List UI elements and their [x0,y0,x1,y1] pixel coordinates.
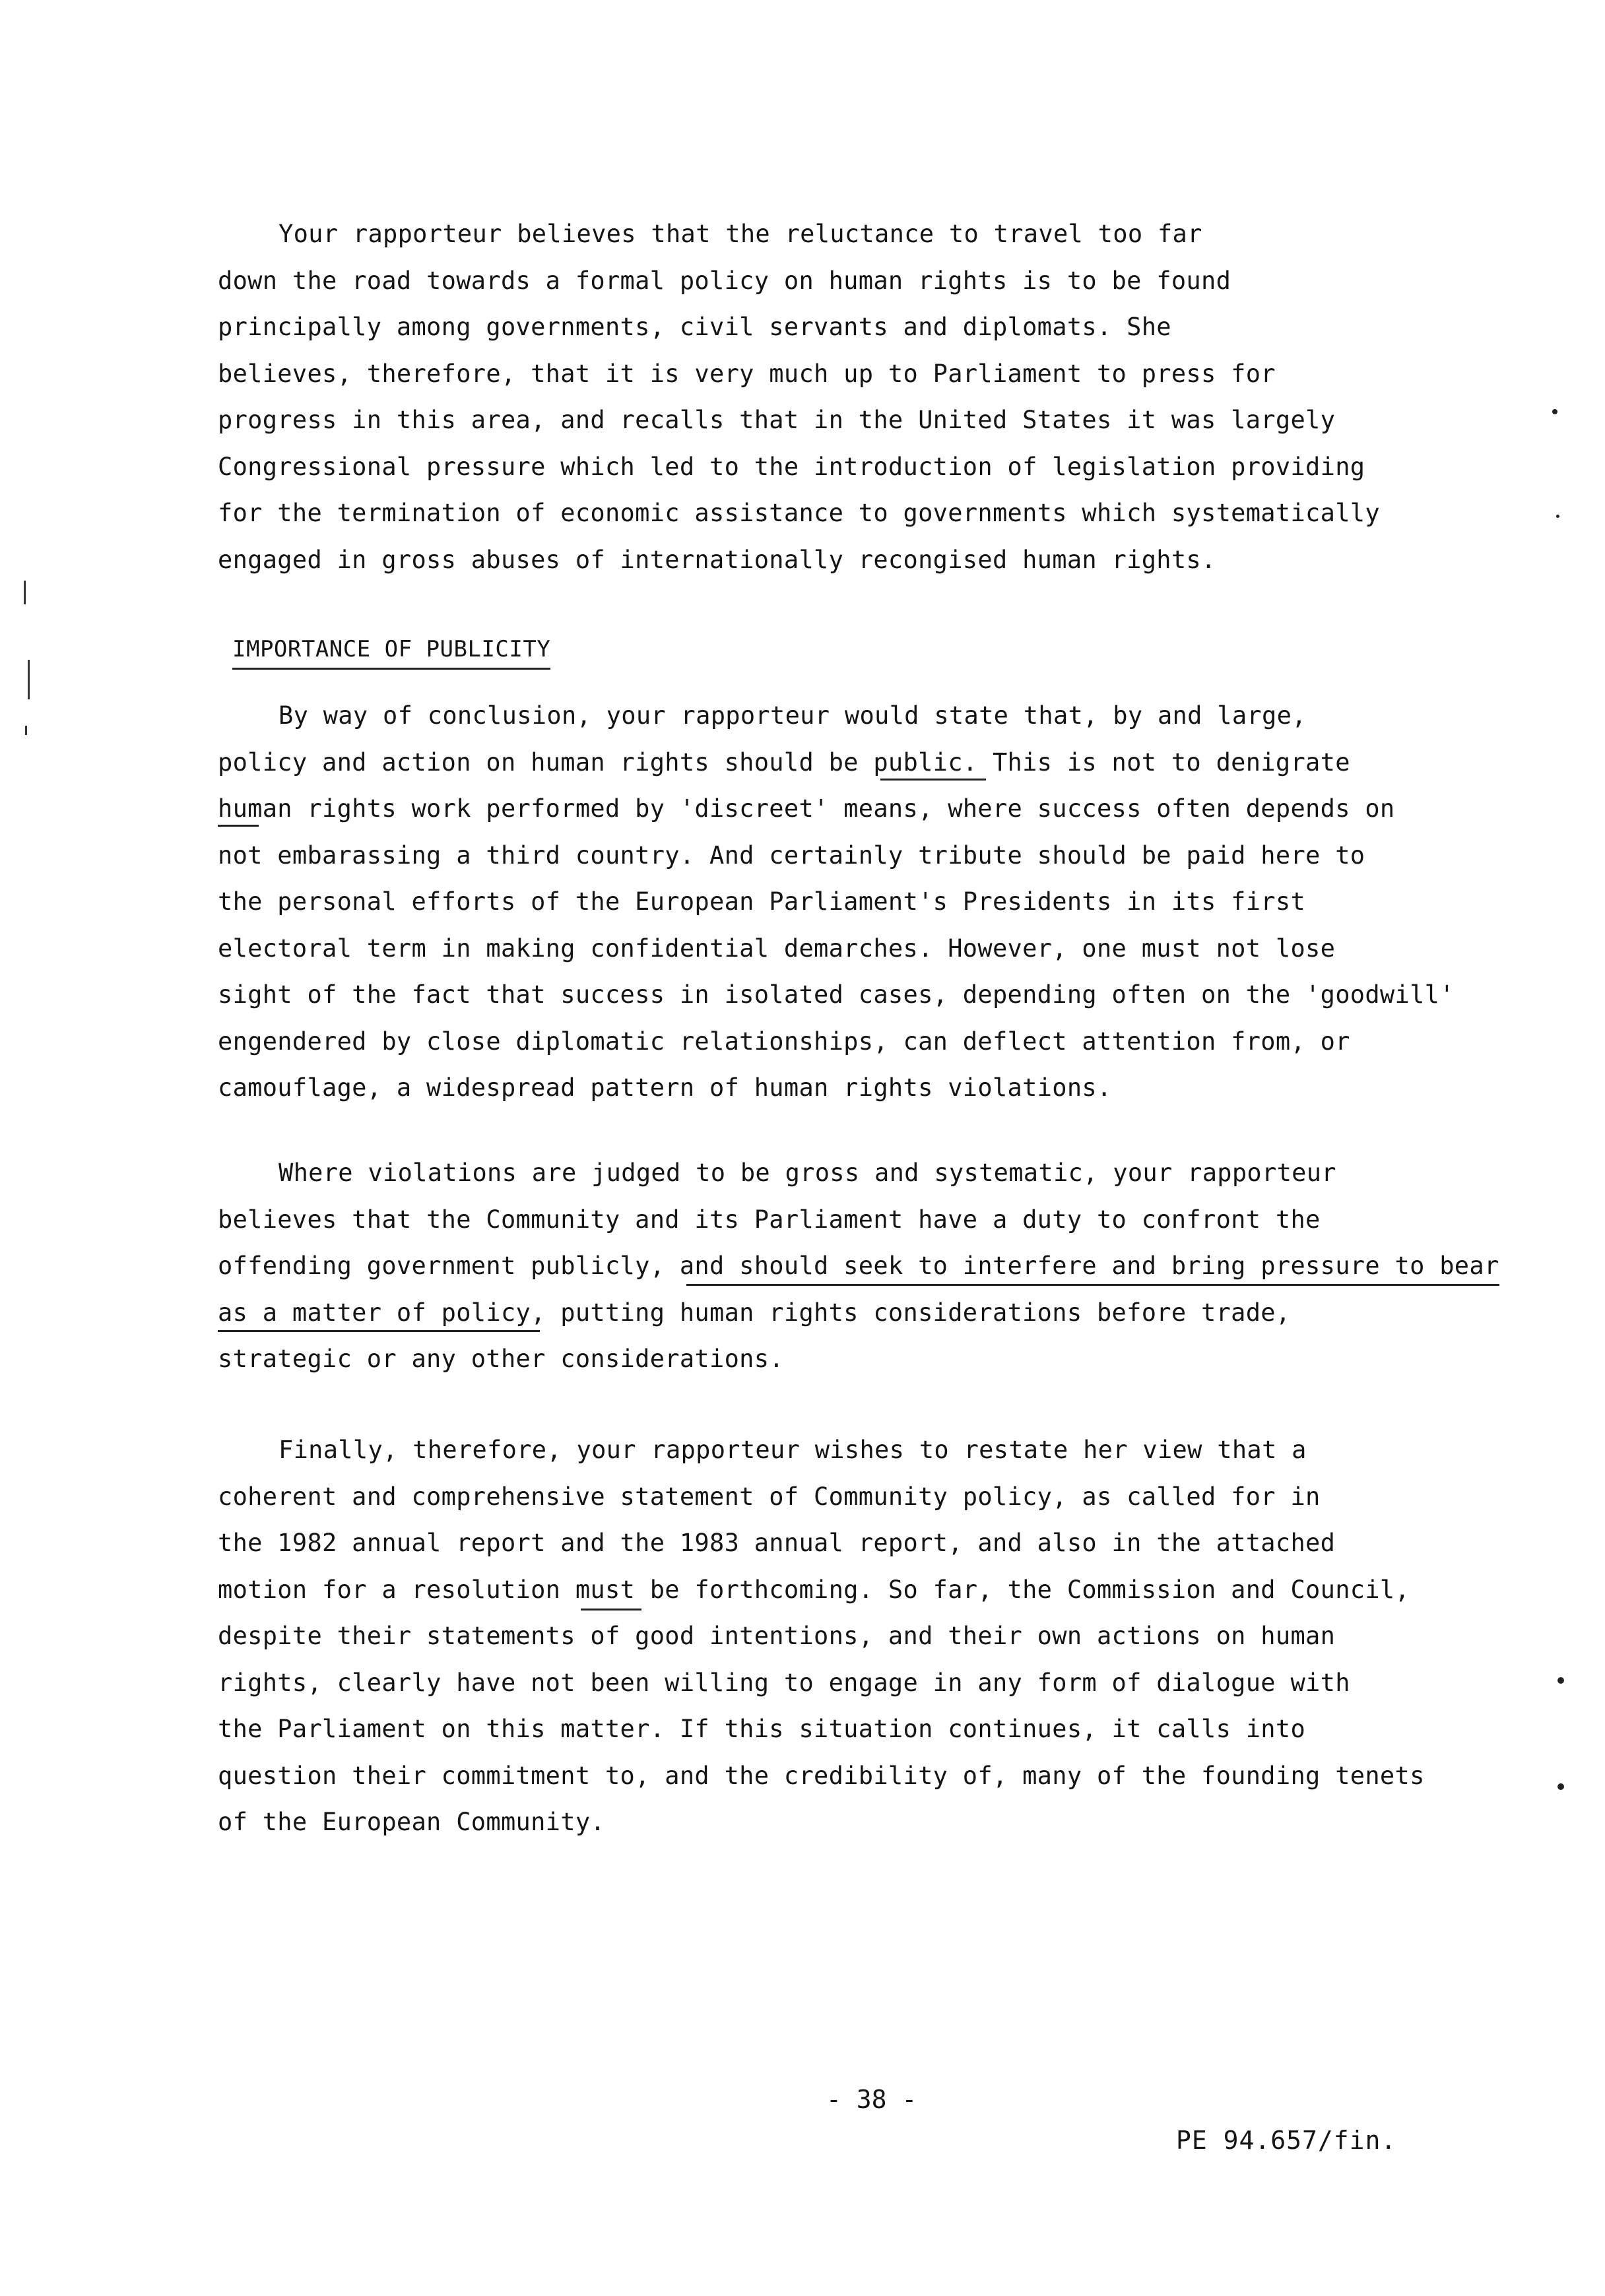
text-line: down the road towards a formal policy on human rights is to be found [218,266,1231,295]
text-line: human rights work performed by 'discreet' means, where success often depends on [218,794,1395,823]
page-number: - 38 - [826,2085,917,2114]
text-line: the personal efforts of the European Parliament's Presidents in its first [218,887,1306,916]
text-line: rights, clearly have not been willing to engage in any form of dialogue with [218,1668,1350,1697]
scan-dot [1557,1783,1564,1790]
text-line: believes, therefore, that it is very much up to Parliament to press for [218,359,1276,388]
text-line: sight of the fact that success in isolated cases, depending often on the 'goodwill' [218,980,1455,1009]
text-line: principally among governments, civil servants and diplomats. She [218,313,1171,341]
paragraph-finally [218,1427,1511,1846]
scan-dot [1556,515,1559,518]
text-line: motion for a resolution must be forthcoming. So far, the Commission and Council, [218,1575,1410,1604]
text-line: progress in this area, and recalls that in the United States it was largely [218,406,1336,434]
text-line: the 1982 annual report and the 1983 annual report, and also in the attached [218,1529,1336,1557]
text-line: strategic or any other considerations. [218,1345,784,1373]
paragraph-conclusion [218,693,1511,1112]
text-line: electoral term in making confidential demarches. However, one must not lose [218,934,1336,963]
text-line: Where violations are judged to be gross and systematic, your rapporteur [278,1159,1336,1187]
text-line: Your rapporteur believes that the reluctance to travel too far [278,220,1202,248]
text-line: By way of conclusion, your rapporteur would state that, by and large, [278,701,1307,730]
text-line: for the termination of economic assistance to governments which systematically [218,499,1380,527]
text-line: engendered by close diplomatic relationships, can deflect attention from, or [218,1027,1350,1056]
underline-mark [218,1330,540,1332]
underline-mark [686,1284,1499,1286]
text-line: offending government publicly, and should seek to interfere and bring pressure to bear [218,1252,1499,1280]
text-line: policy and action on human rights should be public. This is not to denigrate [218,748,1350,777]
text-line: coherent and comprehensive statement of Community policy, as called for in [218,1482,1321,1511]
text-line: of the European Community. [218,1808,605,1836]
text-line: camouflage, a widespread pattern of human rights violations. [218,1073,1112,1102]
document-reference: PE 94.657/fin. [1176,2126,1397,2155]
scan-speck [28,660,30,699]
text-line: not embarassing a third country. And certainly tribute should be paid here to [218,841,1365,870]
text-line: Congressional pressure which led to the introduction of legislation providing [218,452,1365,481]
scan-dot [1557,1677,1564,1684]
text-line: the Parliament on this matter. If this situation continues, it calls into [218,1715,1306,1743]
text-line: believes that the Community and its Parliament have a duty to confront the [218,1205,1321,1234]
underline-mark [218,825,259,827]
scan-speck [24,581,26,604]
paragraph-violations [218,1150,1511,1383]
scan-dot [1552,409,1557,414]
section-heading: IMPORTANCE OF PUBLICITY [232,633,550,670]
text-line: Finally, therefore, your rapporteur wishes to restate her view that a [278,1436,1307,1464]
text-line: as a matter of policy, putting human rights considerations before trade, [218,1298,1291,1327]
text-line: question their commitment to, and the credibility of, many of the founding tenets [218,1761,1425,1790]
text-line: despite their statements of good intentions, and their own actions on human [218,1622,1336,1650]
underline-mark [581,1609,641,1610]
underline-mark [880,779,986,781]
paragraph-reluctance [218,211,1511,583]
text-line: engaged in gross abuses of internationally recongised human rights. [218,545,1216,574]
scan-speck [25,726,27,735]
